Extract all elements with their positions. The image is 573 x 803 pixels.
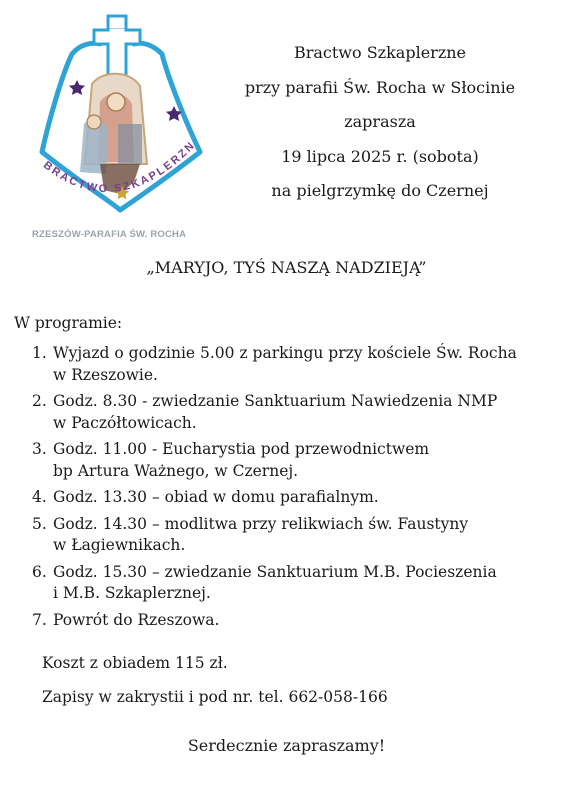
item-text-line2: w Paczółtowicach. bbox=[53, 413, 197, 432]
program-item bbox=[32, 487, 552, 509]
pilgrimage-motto: „MARYJO, TYŚ NASZĄ NADZIEJĄ” bbox=[146, 258, 427, 277]
item-number: 5. bbox=[32, 514, 47, 533]
item-number: 3. bbox=[32, 440, 47, 458]
event-title: na pielgrzymkę do Czernej bbox=[271, 181, 489, 201]
cost-info: Koszt z obiadem 115 zł. bbox=[42, 654, 228, 672]
program-title: W programie: bbox=[14, 314, 123, 332]
item-text-line1: Wyjazd o godzinie 5.00 z parkingu przy kościele Św. Rocha bbox=[53, 344, 517, 362]
item-number: 6. bbox=[32, 562, 47, 581]
invites-text: zaprasza bbox=[344, 112, 416, 132]
madonna-figure bbox=[80, 74, 147, 194]
program-item bbox=[32, 610, 552, 632]
parish-name: przy parafii Św. Rocha w Słocinie bbox=[244, 77, 516, 97]
program-list bbox=[32, 343, 552, 636]
item-text-line1: Powrót do Rzeszowa. bbox=[53, 610, 220, 629]
item-text-line1: Godz. 11.00 - Eucharystia pod przewodnictwem bbox=[53, 440, 430, 458]
organizer-name: Bractwo Szkaplerzne bbox=[293, 43, 467, 62]
logo-arc-text-path: BRACTWO SZKAPLERZN bbox=[40, 138, 199, 196]
program-item bbox=[32, 439, 552, 482]
program-item bbox=[32, 514, 552, 557]
item-text-line1: Godz. 8.30 - zwiedzanie Sanktuarium Nawiedzenia NMP bbox=[53, 392, 498, 410]
brotherhood-logo bbox=[22, 14, 212, 246]
item-number: 7. bbox=[32, 610, 47, 629]
program-item bbox=[32, 343, 552, 386]
scapular-emblem bbox=[22, 14, 212, 246]
event-date: 19 lipca 2025 r. (sobota) bbox=[281, 146, 479, 166]
item-number: 1. bbox=[32, 344, 47, 362]
signup-info: Zapisy w zakrystii i pod nr. tel. 662-058-166 bbox=[42, 688, 388, 706]
item-text-line1: Godz. 13.30 – obiad w domu parafialnym. bbox=[53, 488, 379, 506]
program-item bbox=[32, 391, 552, 434]
logo-footer-text: RZESZÓW-PARAFIA ŚW. ROCHA bbox=[32, 229, 187, 240]
item-number: 4. bbox=[32, 488, 47, 506]
item-number: 2. bbox=[32, 392, 47, 410]
star-icon bbox=[69, 80, 85, 95]
program-item bbox=[32, 562, 552, 605]
item-text-line2: bp Artura Ważnego, w Czernej. bbox=[53, 461, 299, 480]
item-text-line2: w Łagiewnikach. bbox=[53, 536, 186, 554]
closing-invitation: Serdecznie zapraszamy! bbox=[187, 736, 386, 755]
item-text-line2: w Rzeszowie. bbox=[53, 365, 158, 384]
item-text-line1: Godz. 15.30 – zwiedzanie Sanktuarium M.B. Pocieszenia bbox=[53, 562, 497, 581]
item-text-line1: Godz. 14.30 – modlitwa przy relikwiach św. Faustyny bbox=[53, 514, 469, 533]
item-text-line2: i M.B. Szkaplerznej. bbox=[53, 584, 211, 602]
invitation-header bbox=[215, 36, 545, 209]
